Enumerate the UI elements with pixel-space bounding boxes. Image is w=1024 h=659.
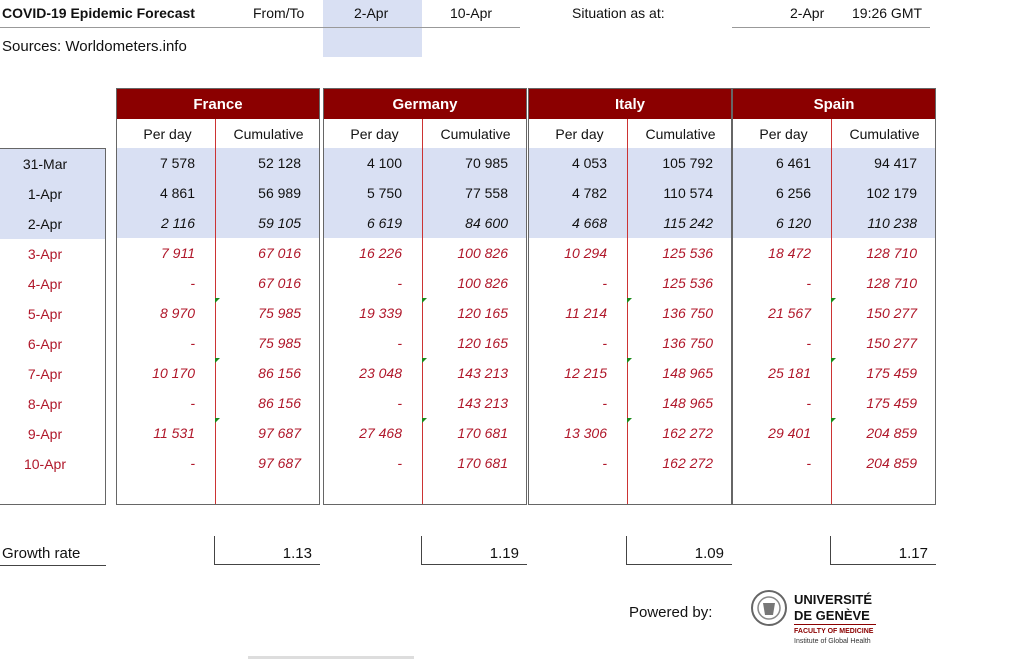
university-logo (750, 587, 890, 651)
cumulative-cell[interactable]: 110 238 (867, 215, 917, 231)
country-header[interactable]: Italy (529, 89, 731, 119)
cumulative-cell[interactable]: 86 156 (258, 365, 301, 381)
per-day-cell[interactable]: 6 619 (366, 215, 402, 231)
per-day-cell[interactable]: 8 970 (159, 305, 195, 321)
cumulative-cell[interactable]: 150 277 (866, 335, 917, 351)
country-header[interactable]: Spain (733, 89, 935, 119)
growth-rate-cell[interactable]: 1.09 (626, 536, 732, 565)
cumulative-cell[interactable]: 110 574 (663, 185, 713, 201)
per-day-cell[interactable]: 10 170 (152, 365, 195, 381)
per-day-cell[interactable]: 6 256 (775, 185, 811, 201)
date-cell[interactable]: 1-Apr (27, 186, 63, 202)
to-date-cell[interactable]: 10-Apr (450, 5, 493, 21)
cumulative-cell[interactable]: 120 165 (457, 305, 508, 321)
cumulative-cell[interactable]: 67 016 (258, 245, 301, 261)
logo-line2: DE GENÈVE (794, 608, 870, 623)
cumulative-cell[interactable]: 97 687 (258, 425, 301, 441)
date-cell[interactable]: 10-Apr (23, 456, 67, 472)
cumulative-cell[interactable]: 97 687 (258, 455, 301, 471)
per-day-cell[interactable]: - (397, 395, 402, 411)
cumulative-cell[interactable]: 102 179 (866, 185, 917, 201)
growth-rate-underline (0, 565, 106, 566)
per-day-cell[interactable]: 10 294 (564, 245, 607, 261)
growth-rate-cell[interactable]: 1.13 (214, 536, 320, 565)
date-cell[interactable]: 9-Apr (27, 426, 63, 442)
per-day-cell[interactable]: 25 181 (768, 365, 811, 381)
per-day-cell[interactable]: 11 214 (565, 305, 607, 321)
per-day-cell[interactable]: - (806, 275, 811, 291)
header-underline-right (732, 27, 930, 28)
cumulative-cell[interactable]: 75 985 (258, 305, 301, 321)
per-day-cell[interactable]: 4 861 (159, 185, 195, 201)
cumulative-header[interactable]: Cumulative (440, 125, 511, 142)
situation-label: Situation as at: (572, 5, 665, 21)
country-block-germany (323, 88, 527, 505)
country-block-spain (732, 88, 936, 505)
cumulative-cell[interactable]: 162 272 (662, 425, 713, 441)
per-day-cell[interactable]: 13 306 (564, 425, 607, 441)
date-cell[interactable]: 6-Apr (27, 336, 63, 352)
per-day-header[interactable]: Per day (143, 125, 192, 142)
per-day-cell[interactable]: - (602, 275, 607, 291)
growth-rate-label: Growth rate (2, 545, 81, 562)
date-cell[interactable]: 7-Apr (27, 366, 63, 382)
per-day-cell[interactable]: 4 100 (366, 155, 402, 171)
cumulative-cell[interactable]: 175 459 (866, 395, 917, 411)
from-date-cell[interactable]: 2-Apr (354, 5, 389, 21)
per-day-cell[interactable]: 29 401 (768, 425, 811, 441)
date-column (0, 148, 106, 505)
per-day-cell[interactable]: - (806, 335, 811, 351)
growth-rate-cell[interactable]: 1.17 (830, 536, 936, 565)
per-day-cell[interactable]: 4 668 (571, 215, 607, 231)
cumulative-cell[interactable]: 105 792 (662, 155, 713, 171)
per-day-cell[interactable]: 16 226 (359, 245, 402, 261)
country-header[interactable]: France (117, 89, 319, 119)
per-day-cell[interactable]: - (806, 455, 811, 471)
date-cell[interactable]: 8-Apr (27, 396, 63, 412)
cumulative-cell[interactable]: 136 750 (662, 305, 713, 321)
country-header[interactable]: Germany (324, 89, 526, 119)
per-day-header[interactable]: Per day (555, 125, 604, 142)
cumulative-cell[interactable]: 148 965 (662, 365, 713, 381)
cumulative-cell[interactable]: 125 536 (662, 245, 713, 261)
per-day-cell[interactable]: 21 567 (768, 305, 811, 321)
cumulative-cell[interactable]: 70 985 (465, 155, 508, 171)
per-day-cell[interactable]: 7 578 (159, 155, 195, 171)
logo-line3: FACULTY OF MEDICINE (794, 628, 874, 635)
cumulative-cell[interactable]: 100 826 (457, 275, 508, 291)
date-cell[interactable]: 31-Mar (22, 156, 68, 172)
country-block-italy (528, 88, 732, 505)
cumulative-cell[interactable]: 77 558 (465, 185, 508, 201)
cumulative-cell[interactable]: 125 536 (662, 275, 713, 291)
cumulative-cell[interactable]: 175 459 (866, 365, 917, 381)
cumulative-cell[interactable]: 115 242 (663, 215, 713, 231)
sheet-title: COVID-19 Epidemic Forecast (2, 5, 195, 21)
per-day-cell[interactable]: 11 531 (153, 425, 195, 441)
cumulative-cell[interactable]: 84 600 (465, 215, 508, 231)
cumulative-cell[interactable]: 75 985 (258, 335, 301, 351)
seal-icon (750, 589, 788, 627)
cumulative-header[interactable]: Cumulative (233, 125, 304, 142)
per-day-header[interactable]: Per day (759, 125, 808, 142)
per-day-cell[interactable]: 23 048 (359, 365, 402, 381)
cumulative-cell[interactable]: 59 105 (258, 215, 301, 231)
per-day-cell[interactable]: - (190, 275, 195, 291)
date-cell[interactable]: 4-Apr (27, 276, 63, 292)
from-to-label: From/To (253, 5, 305, 21)
per-day-cell[interactable]: - (602, 335, 607, 351)
cumulative-cell[interactable]: 94 417 (874, 155, 917, 171)
date-cell[interactable]: 5-Apr (27, 306, 63, 322)
cumulative-cell[interactable]: 100 826 (457, 245, 508, 261)
situation-time: 19:26 GMT (852, 5, 923, 21)
cumulative-cell[interactable]: 128 710 (866, 245, 917, 261)
per-day-cell[interactable]: 18 472 (768, 245, 811, 261)
cumulative-cell[interactable]: 162 272 (662, 455, 713, 471)
cumulative-header[interactable]: Cumulative (849, 125, 920, 142)
country-block-france (116, 88, 320, 505)
cumulative-cell[interactable]: 128 710 (866, 275, 917, 291)
date-cell[interactable]: 3-Apr (27, 246, 63, 262)
per-day-cell[interactable]: - (190, 335, 195, 351)
per-day-cell[interactable]: - (602, 455, 607, 471)
header-underline-left (0, 27, 520, 28)
cumulative-cell[interactable]: 56 989 (258, 185, 301, 201)
per-day-cell[interactable]: 4 053 (571, 155, 607, 171)
cumulative-cell[interactable]: 170 681 (457, 425, 508, 441)
cumulative-header[interactable]: Cumulative (645, 125, 716, 142)
logo-line1: UNIVERSITÉ (794, 592, 873, 607)
powered-by-label: Powered by: (629, 604, 713, 621)
per-day-cell[interactable]: 6 461 (775, 155, 811, 171)
per-day-cell[interactable]: 12 215 (564, 365, 607, 381)
growth-rate-cell[interactable]: 1.19 (421, 536, 527, 565)
cumulative-cell[interactable]: 143 213 (457, 395, 508, 411)
per-day-cell[interactable]: 7 911 (161, 245, 195, 261)
cumulative-cell[interactable]: 143 213 (457, 365, 508, 381)
per-day-cell[interactable]: - (397, 455, 402, 471)
per-day-cell[interactable]: 27 468 (359, 425, 402, 441)
cumulative-cell[interactable]: 136 750 (662, 335, 713, 351)
per-day-header[interactable]: Per day (350, 125, 399, 142)
cumulative-cell[interactable]: 148 965 (662, 395, 713, 411)
situation-date: 2-Apr (790, 5, 825, 21)
per-day-cell[interactable]: 5 750 (366, 185, 402, 201)
logo-line4: Institute of Global Health (794, 638, 871, 645)
per-day-cell[interactable]: - (397, 275, 402, 291)
cumulative-cell[interactable]: 86 156 (258, 395, 301, 411)
sources-text: Sources: Worldometers.info (2, 38, 187, 55)
cumulative-cell[interactable]: 204 859 (866, 455, 917, 471)
per-day-cell[interactable]: - (190, 395, 195, 411)
cumulative-cell[interactable]: 120 165 (457, 335, 508, 351)
per-day-cell[interactable]: 6 120 (775, 215, 811, 231)
cumulative-cell[interactable]: 52 128 (258, 155, 301, 171)
cumulative-cell[interactable]: 150 277 (866, 305, 917, 321)
per-day-cell[interactable]: - (602, 395, 607, 411)
cumulative-cell[interactable]: 204 859 (866, 425, 917, 441)
cumulative-cell[interactable]: 67 016 (258, 275, 301, 291)
date-cell[interactable]: 2-Apr (27, 216, 63, 232)
per-day-cell[interactable]: - (397, 335, 402, 351)
cumulative-cell[interactable]: 170 681 (457, 455, 508, 471)
per-day-cell[interactable]: - (806, 395, 811, 411)
per-day-cell[interactable]: 19 339 (359, 305, 402, 321)
per-day-cell[interactable]: 4 782 (571, 185, 607, 201)
per-day-cell[interactable]: - (190, 455, 195, 471)
per-day-cell[interactable]: 2 116 (161, 215, 195, 231)
